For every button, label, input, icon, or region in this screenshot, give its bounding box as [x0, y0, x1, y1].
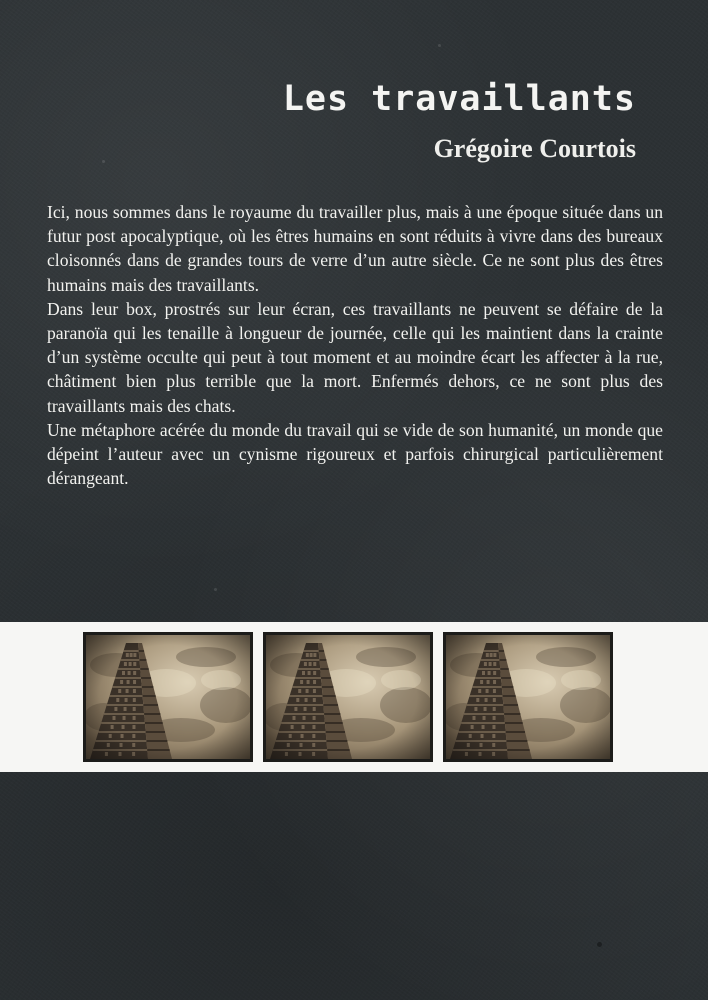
paper-speck [438, 44, 441, 47]
tower-photo [263, 632, 433, 762]
paper-speck [102, 160, 105, 163]
photo-strip [0, 622, 708, 772]
blurb-paragraph: Ici, nous sommes dans le royaume du travailler plus, mais à une époque située dans un futur post apocalyptique, où les êtres humains en sont réduits à vivre dans des bureaux cloisonnés dans de grandes tours de verre d’un autre siècle. Ce ne sont plus des êtres humains mais des travaillants. [47, 202, 663, 295]
paper-speck [597, 942, 602, 947]
tower-photo-image [446, 635, 610, 759]
book-author: Grégoire Courtois [433, 134, 636, 163]
tower-photo-image [86, 635, 250, 759]
blurb-paragraph: Dans leur box, prostrés sur leur écran, ces travaillants ne peuvent se défaire de la paranoïa qui les tenaille à longueur de journée, celle qui les maintient dans la crainte d’un système occulte qui peut à tout moment et au moindre écart les affecter à la rue, châtiment bien plus terrible que la mort. Enfermés dehors, ce ne sont plus des travaillants mais des chats. [47, 298, 663, 416]
book-title: Les travaillants [282, 79, 636, 119]
paper-speck [214, 588, 217, 591]
blurb-paragraph: Une métaphore acérée du monde du travail qui se vide de son humanité, un monde que dépeint l’auteur avec un cynisme rigoureux et parfois chirurgical particulièrement dérangeant. [47, 419, 663, 489]
tower-photo [443, 632, 613, 762]
tower-photo-image [266, 635, 430, 759]
tower-photo [83, 632, 253, 762]
back-cover-blurb [47, 200, 663, 490]
